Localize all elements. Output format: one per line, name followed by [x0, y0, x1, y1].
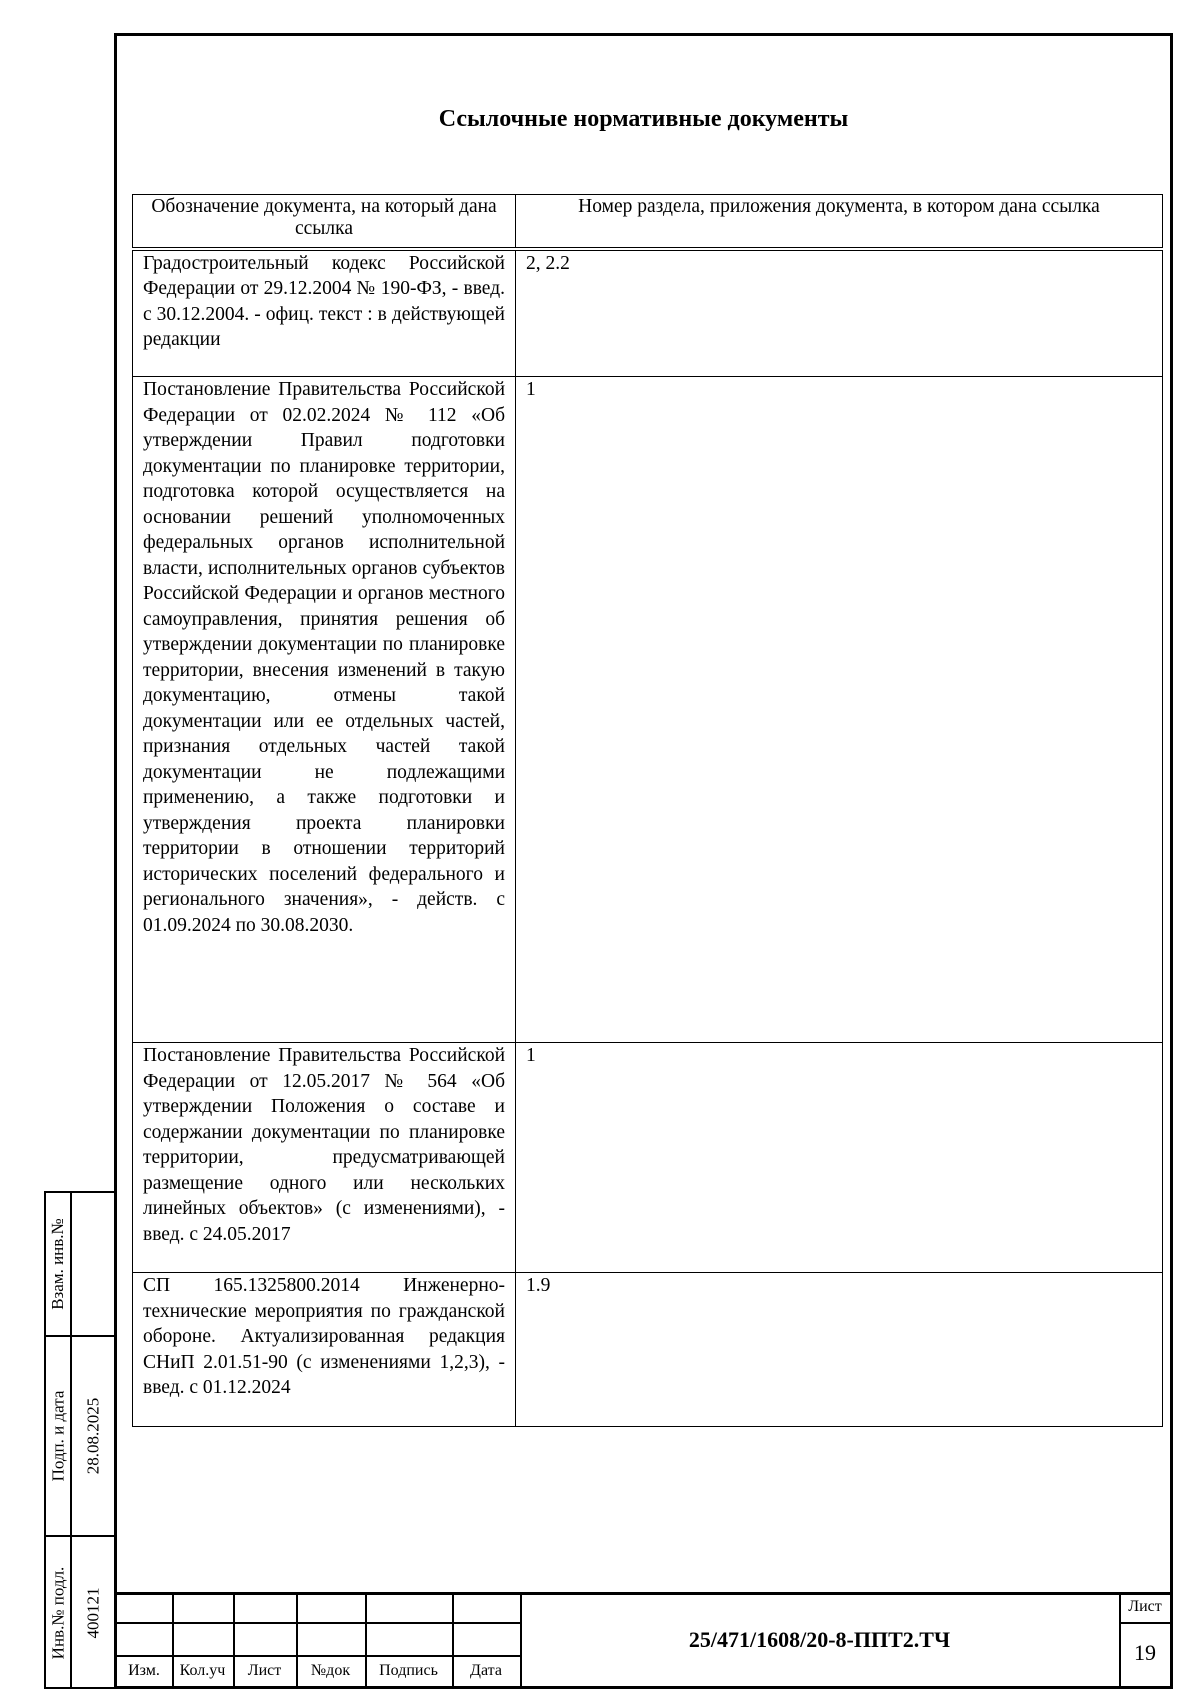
inv-podl-label: Инв.№ подл.: [48, 1566, 67, 1660]
inventory-number: 400121: [83, 1587, 102, 1639]
side-stamp: [44, 1191, 114, 1689]
row-section: 1: [516, 1043, 1163, 1273]
table-row: [133, 377, 1163, 1043]
sheet-label: Лист: [1128, 1598, 1162, 1615]
sheet-number: 19: [1134, 1640, 1156, 1665]
document-code: 25/471/1608/20-8-ППТ2.ТЧ: [688, 1626, 951, 1652]
row-document: Постановление Правительства Российской Федерации от 12.05.2017 № 564 «Об утверждении Положения о составе и содержании документации по планировке территории, предусматривающей размещение одного или нескольких линейных объектов» (с изменениями), - введ. с 24.05.2017: [133, 1043, 516, 1273]
row-document: Градостроительный кодекс Российской Федерации от 29.12.2004 № 190-ФЗ, - введ. с 30.12.2004. - офиц. текст : в действующей редакции: [133, 249, 516, 377]
header-document: Обозначение документа, на который дана ссылка: [133, 195, 516, 249]
table-row: [133, 249, 1163, 377]
col-list: Лист: [247, 1662, 282, 1679]
signature-date: 28.08.2025: [83, 1397, 102, 1475]
vzam-inv-label: Взам. инв.№: [48, 1218, 67, 1310]
col-ndok: №док: [310, 1662, 351, 1679]
col-podpis: Подпись: [379, 1662, 438, 1679]
col-izm: Изм.: [128, 1662, 160, 1679]
row-document: СП 165.1325800.2014 Инженерно-технические мероприятия по гражданской обороне. Актуализированная редакция СНиП 2.01.51-90 (с изменениями 1,2,3), - введ. с 01.12.2024: [133, 1273, 516, 1427]
title-block: [116, 1592, 1171, 1687]
table-header-row: [133, 195, 1163, 249]
row-document: Постановление Правительства Российской Федерации от 02.02.2024 № 112 «Об утверждении Правил подготовки документации по планировке территории, подготовка которой осуществляется на основании решений уполномоченных федеральных органов исполнительной власти, исполнительных органов субъектов Российской Федерации и органов местного самоуправления, принятия решения об утверждении документации по планировке территории, внесения изменений в такую документацию, отмены такой документации или ее отдельных частей, признания отдельных частей такой документации не подлежащими применению, а также подготовки и утверждения проекта планировки территории в отношении территорий исторических поселений федерального и регионального значения», - действ. с 01.09.2024 по 30.08.2030.: [133, 377, 516, 1043]
col-kol-uch: Кол.уч: [179, 1662, 226, 1679]
podp-data-label: Подп. и дата: [48, 1390, 68, 1482]
row-section: 2, 2.2: [516, 249, 1163, 377]
page-title: Ссылочные нормативные документы: [438, 106, 849, 132]
references-table: [132, 194, 1163, 1427]
col-data: Дата: [470, 1662, 502, 1679]
row-section: 1: [516, 377, 1163, 1043]
table-row: [133, 1273, 1163, 1427]
table-row: [133, 1043, 1163, 1273]
row-section: 1.9: [516, 1273, 1163, 1427]
header-section: Номер раздела, приложения документа, в котором дана ссылка: [516, 195, 1163, 249]
